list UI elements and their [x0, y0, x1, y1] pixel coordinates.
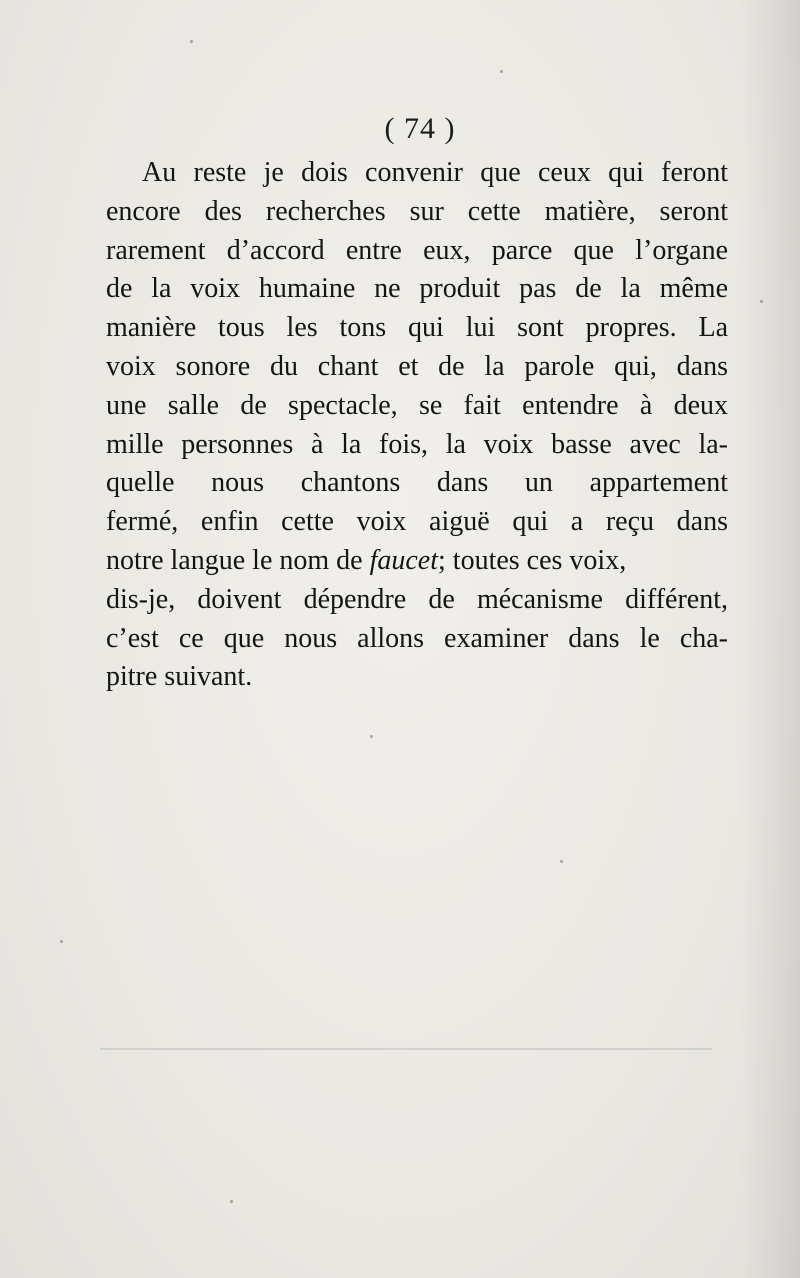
text-line: Au reste je dois convenir que ceux qui feront — [142, 157, 728, 188]
text-line: rarement d’accord entre eux, parce que l’organe — [106, 234, 728, 266]
paper-speck — [500, 70, 503, 73]
paper-speck — [60, 940, 63, 943]
footnote-divider — [100, 1048, 712, 1050]
page-number: ( 74 ) — [384, 112, 456, 145]
paper-speck — [230, 1200, 233, 1203]
text-line: dis-je, doivent dépendre de mécanisme différent, — [106, 583, 728, 615]
page-edge-shadow — [740, 0, 800, 1278]
paper-speck — [370, 735, 373, 738]
paper-speck — [760, 300, 763, 303]
bleed-through-texture — [100, 690, 720, 1030]
text-line: encore des recherches sur cette matière, seront — [106, 195, 728, 227]
text-segment: toutes ces voix, — [452, 544, 627, 576]
text-line: fermé, enfin cette voix aiguë qui a reçu dans — [106, 506, 728, 538]
body-text — [106, 154, 728, 697]
text-line: une salle de spectacle, se fait entendre à deux — [106, 389, 728, 421]
text-line: quelle nous chantons dans un appartement — [106, 467, 728, 499]
text-segment: ; — [438, 544, 453, 576]
text-line: voix sonore du chant et de la parole qui, dans — [106, 350, 728, 382]
text-line: manière tous les tons qui lui sont propres. La — [106, 312, 728, 344]
text-line-with-italic — [106, 542, 728, 581]
italic-term: faucet — [369, 544, 439, 576]
paper-speck — [560, 860, 563, 863]
text-line: c’est ce que nous allons examiner dans le cha- — [106, 622, 728, 654]
text-line: mille personnes à la fois, la voix basse avec la- — [106, 428, 728, 460]
paper-speck — [190, 40, 193, 43]
text-segment: notre langue le nom de — [106, 544, 370, 576]
text-line: pitre suivant. — [106, 661, 253, 693]
text-line: de la voix humaine ne produit pas de la même — [106, 273, 728, 305]
